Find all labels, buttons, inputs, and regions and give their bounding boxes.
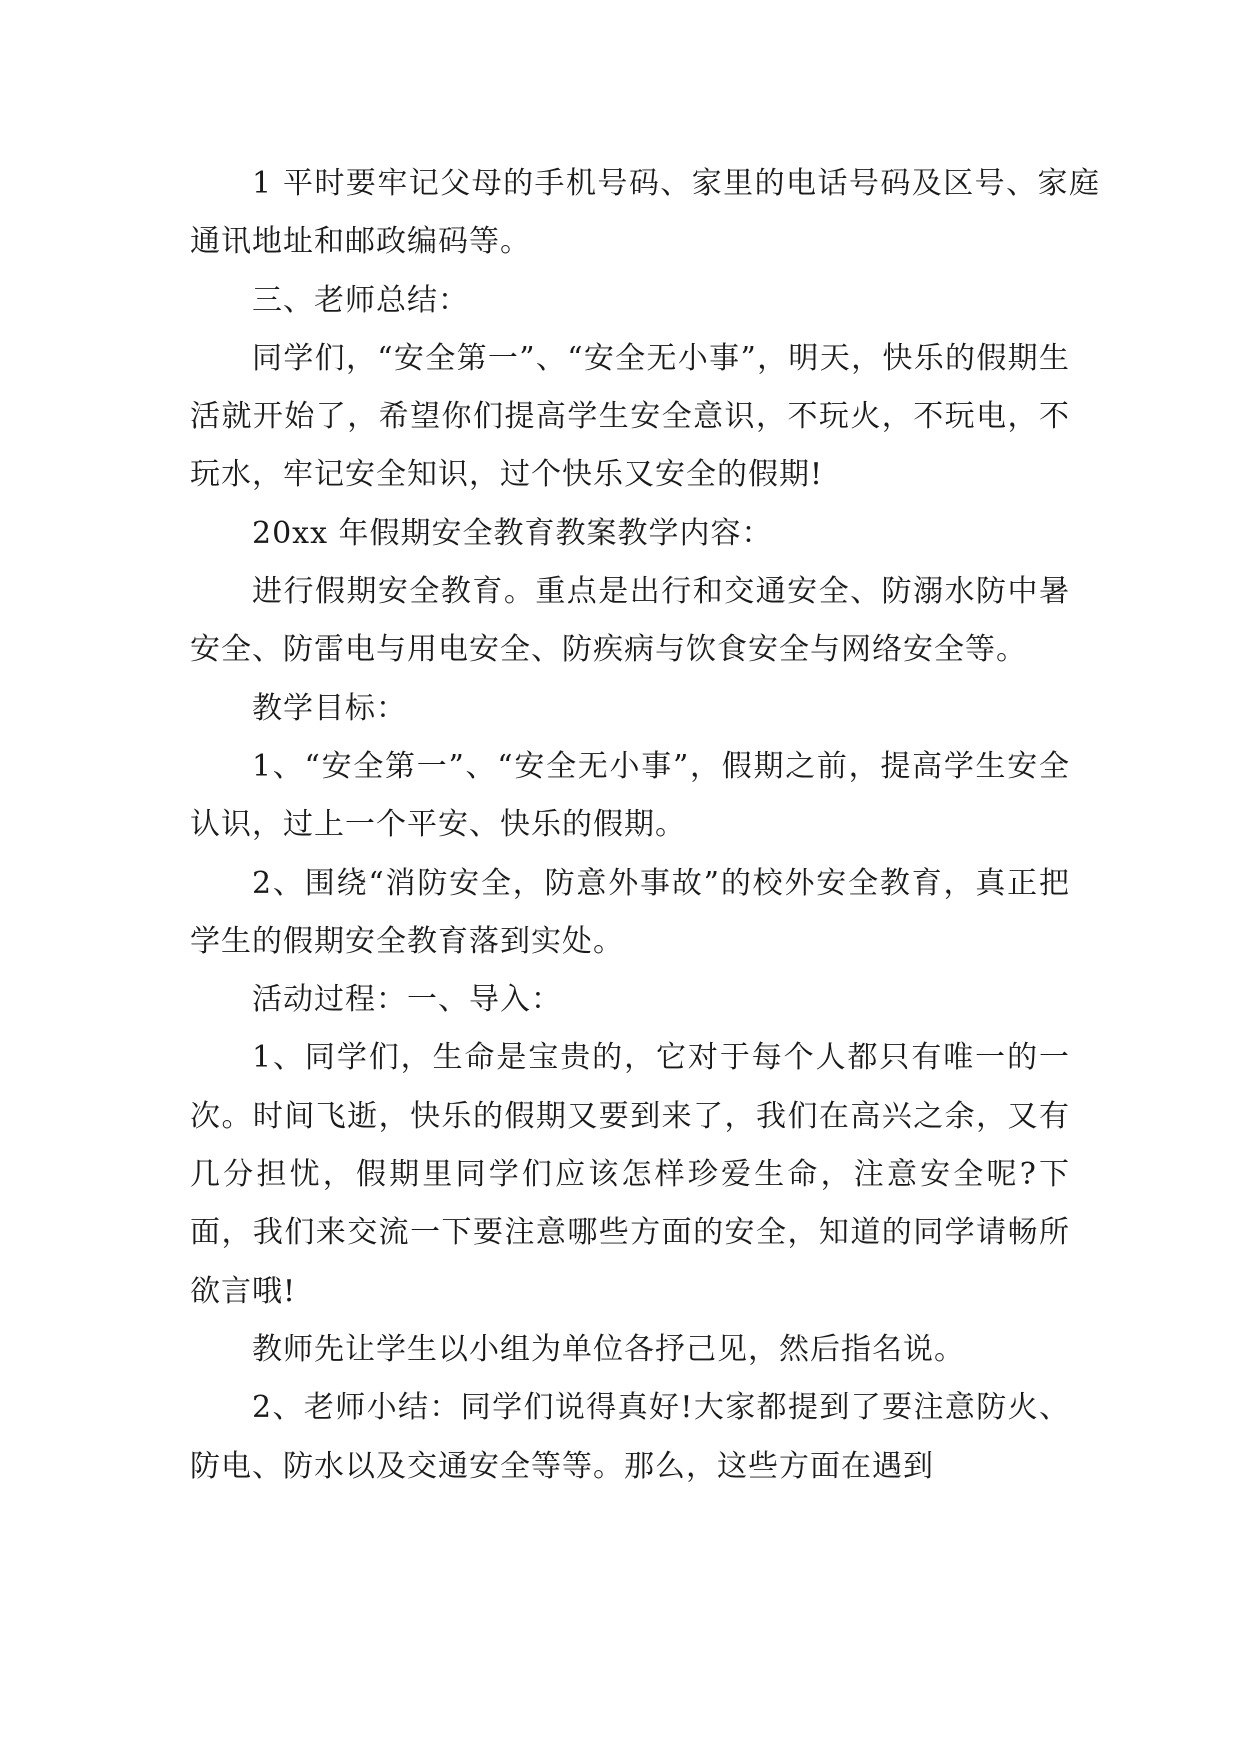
paragraph-memorize-numbers: 1 平时要牢记父母的手机号码、家里的电话号码及区号、家庭通讯地址和邮政编码等。: [190, 166, 1100, 260]
paragraph-goal-1: 1、“安全第一”、“安全无小事”，假期之前，提高学生安全认识，过上一个平安、快乐的假期。: [190, 748, 1070, 843]
paragraph-teacher-recap: 2、老师小结：同学们说得真好!大家都提到了要注意防火、防电、防水以及交通安全等等。那么，这些方面在遇到: [190, 1390, 1070, 1484]
paragraph-group-discussion: 教师先让学生以小组为单位各抒己见，然后指名说。: [252, 1331, 965, 1367]
paragraph-introduction: 1、同学们，生命是宝贵的，它对于每个人都只有唯一的一次。时间飞逝，快乐的假期又要到来了，我们在高兴之余，又有几分担忧，假期里同学们应该怎样珍爱生命，注意安全呢?下面，我们来交流一下要注意哪些方面的安全，知道的同学请畅所欲言哦!: [190, 1040, 1070, 1309]
heading-lesson-content: 20xx 年假期安全教育教案教学内容：: [252, 515, 773, 551]
heading-activity-process: 活动过程：一、导入：: [252, 982, 562, 1018]
heading-teaching-goals: 教学目标：: [252, 690, 407, 726]
heading-teacher-summary: 三、老师总结：: [252, 282, 469, 318]
document-body: [190, 155, 1100, 1496]
paragraph-safety-education: 进行假期安全教育。重点是出行和交通安全、防溺水防中暑安全、防雷电与用电安全、防疾病与饮食安全与网络安全等。: [190, 574, 1070, 668]
paragraph-goal-2: 2、围绕“消防安全，防意外事故”的校外安全教育，真正把学生的假期安全教育落到实处。: [190, 865, 1070, 959]
paragraph-safety-first: 同学们，“安全第一”、“安全无小事”，明天，快乐的假期生活就开始了，希望你们提高学生安全意识，不玩火，不玩电，不玩水，牢记安全知识，过个快乐又安全的假期!: [190, 340, 1070, 493]
